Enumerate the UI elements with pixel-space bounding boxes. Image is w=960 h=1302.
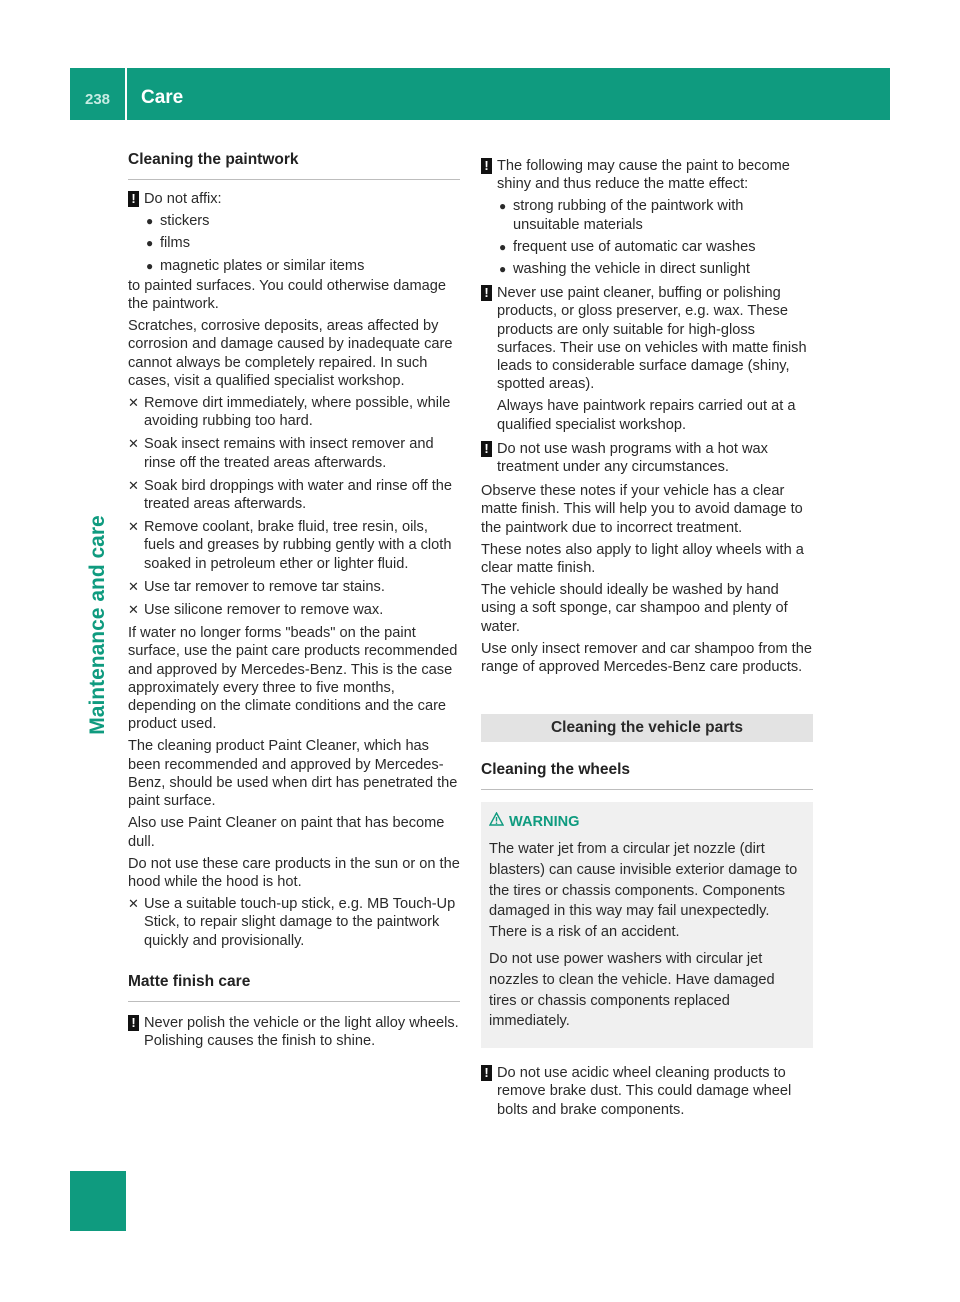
list-item: ● frequent use of automatic car washes (499, 238, 756, 255)
right-column (481, 157, 813, 1125)
warning-header (489, 812, 805, 833)
step-item: ✕ Soak bird droppings with water and rinse off the treated areas afterwards. (128, 477, 453, 513)
paragraph: Also use Paint Cleaner on paint that has become dull. (128, 815, 445, 850)
bullet-list (144, 212, 460, 275)
notice-never-use-paint-cleaner: ! Never use paint cleaner, buffing or polishing products, or gloss preserver, e.g. wax. These products are only suitable for high-gloss surfaces. Their use on vehicles with matte finish leads to considerable surface damage (shiny, spotted areas). Always have paintwork repairs carried out at a qualified specialist workshop. (481, 284, 813, 434)
warning-triangle-icon (489, 812, 504, 833)
header-bar (70, 68, 890, 120)
warning-text: The water jet from a circular jet nozzle (dirt blasters) can cause invisible exterior damage to the tires or chassis components. Components damaged in this way may fail unexpectedly. There is a risk of an accident. (489, 841, 798, 941)
step-item: ✕ Remove dirt immediately, where possible, while avoiding rubbing too hard. (128, 395, 451, 430)
arrow-right-icon: ✕ (128, 896, 139, 912)
arrow-right-icon: ✕ (128, 519, 139, 535)
bullet-icon: ● (146, 258, 154, 273)
step-item: ✕ Remove coolant, brake fluid, tree resin, oils, fuels and greases by rubbing gently with a cloth soaked in petroleum ether or lighter fluid. (128, 519, 452, 572)
bullet-icon: ● (146, 236, 154, 251)
warning-label: WARNING (509, 814, 580, 831)
notice-never-polish: ! Never polish the vehicle or the light alloy wheels. Polishing causes the finish to shine. (128, 1014, 460, 1050)
side-tab-marker (70, 1171, 126, 1231)
arrow-right-icon: ✕ (128, 578, 139, 594)
list-item: ● washing the vehicle in direct sunlight (499, 261, 750, 278)
exclamation-icon: ! (481, 285, 492, 301)
exclamation-icon: ! (481, 1065, 492, 1081)
page-number: 238 (84, 90, 111, 108)
bullet-icon: ● (499, 262, 507, 277)
list-item: ● magnetic plates or similar items (146, 257, 365, 274)
arrow-right-icon: ✕ (128, 436, 139, 452)
notice-acidic-cleaner: ! Do not use acidic wheel cleaning products to remove brake dust. This could damage wheel bolts and brake components. (481, 1064, 813, 1119)
paragraph: The vehicle should ideally be washed by hand using a soft sponge, car shampoo and plenty of water. (481, 582, 788, 635)
notice-outro: to painted surfaces. You could otherwise damage the paintwork. (128, 277, 447, 313)
arrow-right-icon: ✕ (128, 602, 139, 618)
list-item: ● strong rubbing of the paintwork with unsuitable materials (499, 198, 744, 233)
paragraph: Do not use these care products in the sun or on the hood while the hood is hot. (128, 855, 460, 890)
exclamation-icon: ! (128, 1015, 139, 1031)
notice-intro: Do not affix: (144, 191, 222, 207)
step-item: ✕ Use silicone remover to remove wax. (128, 602, 384, 619)
section-heading-paintwork: Cleaning the paintwork (128, 150, 460, 180)
step-item: ✕ Use a suitable touch-up stick, e.g. MB Touch-Up Stick, to repair slight damage to the paintwork quickly and provisionally. (128, 896, 456, 949)
page-title: Care (141, 87, 184, 108)
notice-matte-effect: ! The following may cause the paint to become shiny and thus reduce the matte effect: ● strong rubbing of the paintwork with unsuitable materials ● frequent use of automatic car washes ● washing the vehicle in direct sunlight (481, 157, 813, 278)
step-item: ✕ Soak insect remains with insect remover and rinse off the treated areas afterwards. (128, 436, 434, 471)
exclamation-icon: ! (481, 441, 492, 457)
paragraph: Scratches, corrosive deposits, areas affected by corrosion and damage caused by inadequate care cannot always be completely repaired. In such cases, visit a qualified specialist workshop. (128, 318, 453, 389)
exclamation-icon: ! (128, 191, 139, 207)
warning-box (481, 802, 813, 1048)
side-section-label: Maintenance and care (85, 515, 109, 735)
paragraph: Use only insect remover and car shampoo from the range of approved Mercedes-Benz care products. (481, 640, 812, 676)
warning-text: Do not use power washers with circular jet nozzles to clean the vehicle. Have damaged tires or chassis components replaced immediately. (489, 951, 775, 1030)
paragraph: If water no longer forms "beads" on the paint surface, use the paint care products recommended and approved by Mercedes-Benz. This is the case approximately every three to five months, depending on the climate conditions and the care product used. (128, 625, 458, 733)
list-item: ● films (146, 235, 190, 252)
left-column (128, 150, 460, 1056)
notice-hot-wax: ! Do not use wash programs with a hot wax treatment under any circumstances. (481, 440, 813, 476)
header-divider (125, 68, 127, 120)
bullet-list (497, 197, 813, 278)
paragraph: Observe these notes if your vehicle has a clear matte finish. This will help you to avoid damage to the paintwork due to incorrect treatment. (481, 483, 803, 536)
list-item: ● stickers (146, 213, 210, 230)
bullet-icon: ● (146, 214, 154, 229)
section-heading-matte: Matte finish care (128, 972, 460, 1002)
arrow-right-icon: ✕ (128, 477, 139, 493)
bullet-icon: ● (499, 199, 507, 214)
paragraph: These notes also apply to light alloy wheels with a clear matte finish. (481, 541, 804, 577)
paragraph: The cleaning product Paint Cleaner, which has been recommended and approved by Mercedes-Benz, should be used when dirt has penetrated the paint surface. (128, 738, 458, 810)
notice-do-not-affix (128, 190, 460, 275)
section-heading-wheels: Cleaning the wheels (481, 760, 813, 790)
step-item: ✕ Use tar remover to remove tar stains. (128, 578, 385, 595)
section-title-vehicle-parts: Cleaning the vehicle parts (481, 714, 813, 742)
arrow-right-icon: ✕ (128, 395, 139, 411)
exclamation-icon: ! (481, 158, 492, 174)
bullet-icon: ● (499, 239, 507, 254)
